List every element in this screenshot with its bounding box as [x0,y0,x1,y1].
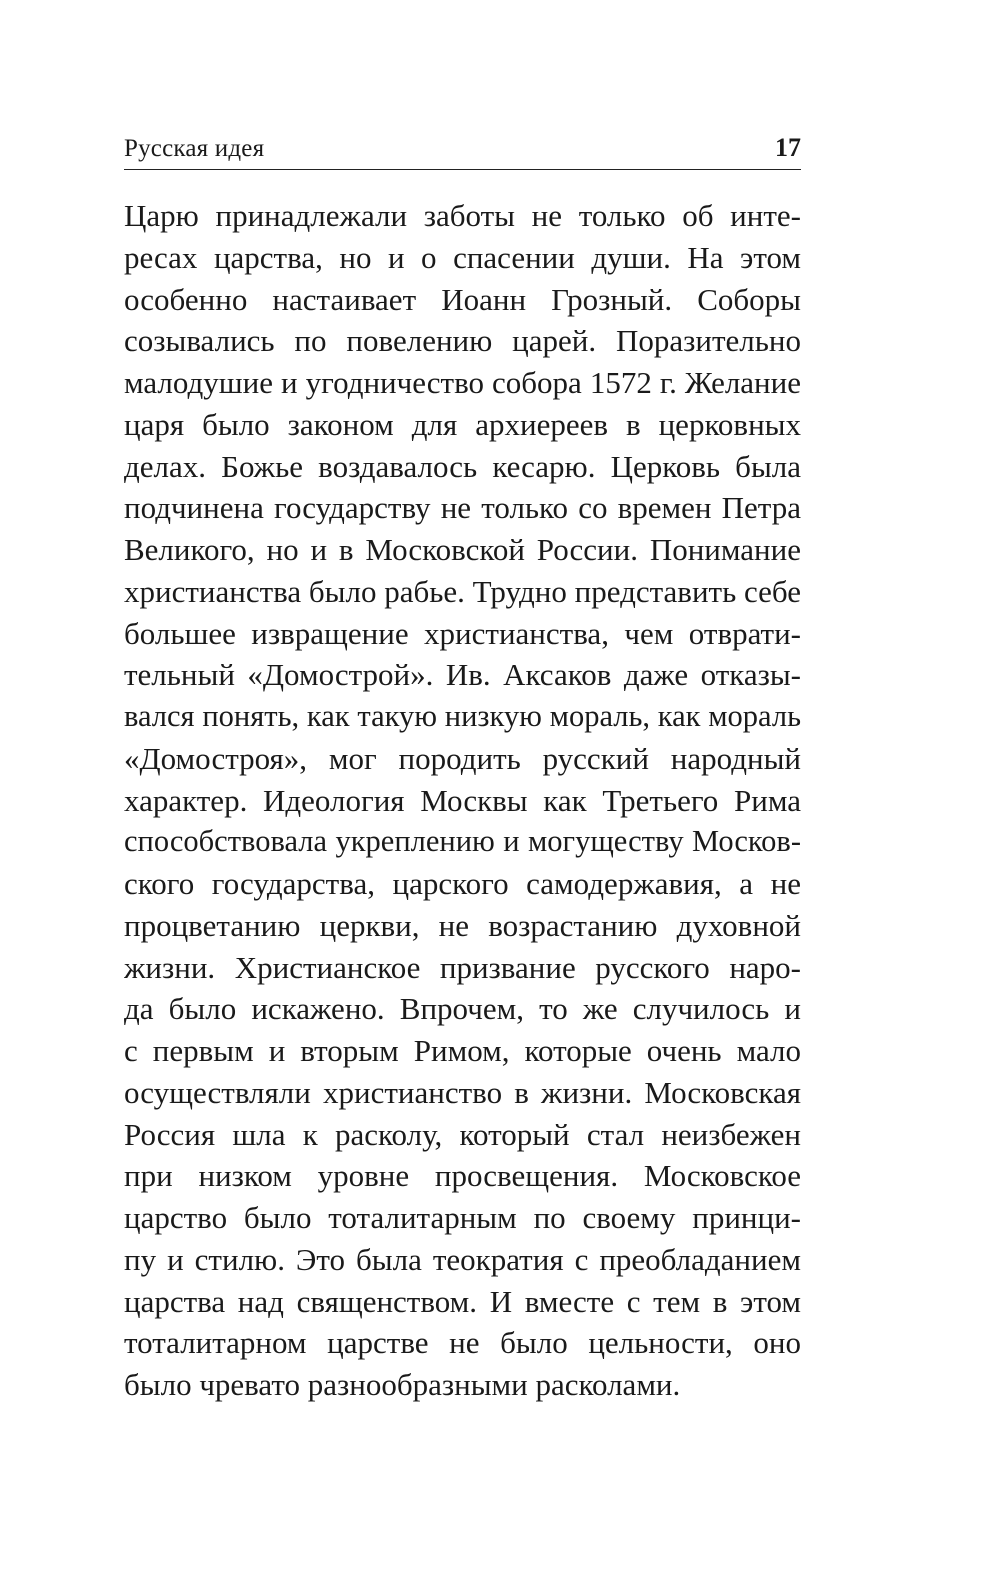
text-line-last: было чревато разнообразными расколами. [124,1367,681,1402]
running-title: Русская идея [124,135,265,162]
text-line: осуществляли христианство в жизни. Московская [124,1074,801,1110]
text-line: христианства было рабье. Трудно представить себе [124,573,801,609]
text-line: царя было законом для архиереев в церковных [124,406,801,442]
text-line: характер. Идеология Москвы как Третьего Рима [124,782,801,818]
text-line: ресах царства, но и о спасении души. На этом [124,239,801,275]
text-line: «Домостроя», мог породить русский народный [124,740,801,776]
body-text [124,195,801,1406]
text-line: малодушие и угодничество собора 1572 г. Желание [124,365,801,400]
text-line: ского государства, царского самодержавия, а не [124,866,801,901]
text-line: Царю принадлежали заботы не только об инте- [124,198,801,233]
text-line: царство было тоталитарным по своему принци- [124,1200,801,1235]
text-line: процветанию церкви, не возрастанию духовной [124,907,801,943]
text-line: подчинена государству не только со времен Петра [124,490,801,526]
text-line: царства над священством. И вместе с тем в этом [124,1283,801,1319]
text-line: с первым и вторым Римом, которые очень мало [124,1033,801,1068]
text-line: тоталитарном царстве не было цельности, оно [124,1325,801,1361]
text-line: жизни. Христианское призвание русского наро- [124,949,801,985]
page-number: 17 [775,133,801,162]
text-line: пу и стилю. Это была теократия с преобладанием [124,1241,801,1277]
text-line: особенно настаивает Иоанн Грозный. Соборы [124,281,801,317]
text-line: да было искажено. Впрочем, то же случилось и [124,991,801,1027]
text-line: делах. Божье воздавалось кесарю. Церковь была [124,448,801,484]
text-line: при низком уровне просвещения. Московское [124,1158,801,1194]
text-line: Россия шла к расколу, который стал неизбежен [124,1116,801,1152]
text-line: способствовала укреплению и могуществу Москов- [124,824,801,859]
text-line: Великого, но и в Московской России. Понимание [124,532,801,567]
running-header [124,133,801,170]
text-line: созывались по повелению царей. Поразительно [124,323,801,359]
book-page [124,0,801,1583]
text-line: вался понять, как такую низкую мораль, как мораль [124,699,801,733]
text-line: большее извращение христианства, чем отврати- [124,615,801,651]
text-line: тельный «Домострой». Ив. Аксаков даже отказы- [124,657,801,693]
